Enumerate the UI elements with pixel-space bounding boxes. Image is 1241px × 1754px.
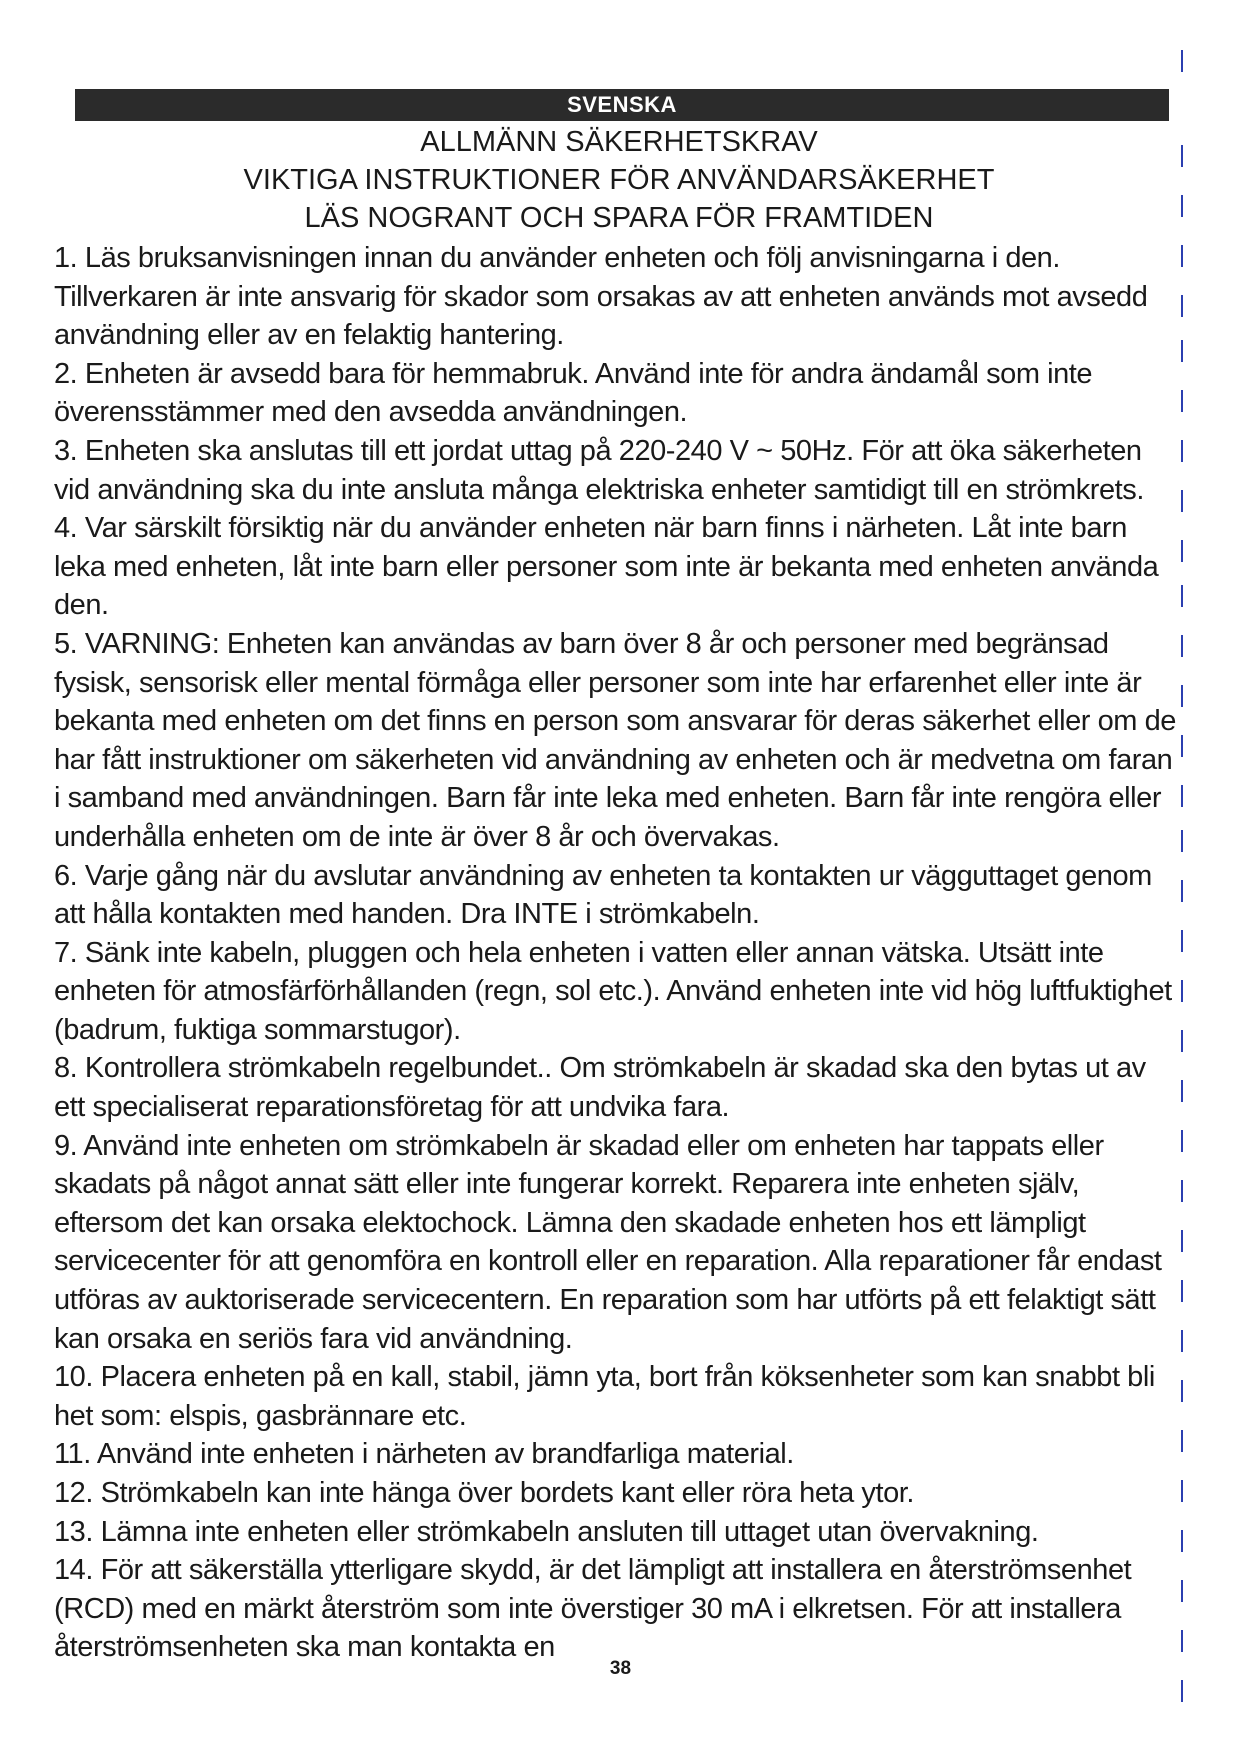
edge-mark [1181,1580,1183,1602]
instruction-item: 1. Läs bruksanvisningen innan du använder enheten och följ anvisningarna i den. Tillverkaren är inte ansvarig för skador som orsakas av att enheten används mot avsedd användning eller av en felaktig hantering. [54,242,1148,352]
page-number: 38 [609,1658,632,1679]
edge-mark [1181,145,1183,167]
edge-mark [1181,295,1183,317]
edge-mark [1181,1380,1183,1402]
edge-mark [1181,440,1183,462]
edge-mark [1181,685,1183,707]
edge-mark [1181,390,1183,412]
edge-mark [1181,340,1183,362]
edge-mark [1181,490,1183,512]
edge-mark [1181,585,1183,607]
language-banner: SVENSKA [75,89,1169,121]
instruction-item: 2. Enheten är avsedd bara för hemmabruk. Använd inte för andra ändamål som inte överensstämmer med den avsedda användningen. [54,357,1093,429]
instruction-item: 13. Lämna inte enheten eller strömkabeln ansluten till uttaget utan övervakning. [54,1515,1039,1548]
edge-mark [1181,1530,1183,1552]
edge-mark [1181,880,1183,902]
instruction-item: 14. För att säkerställa ytterligare skydd, är det lämpligt att installera en återströmsenhet (RCD) med en märkt återström som inte överstiger 30 mA i elkretsen. För att installera återströmsenheten ska man kontakta en [54,1554,1132,1664]
edge-mark [1181,1230,1183,1252]
instruction-item: 5. VARNING: Enheten kan användas av barn över 8 år och personer med begränsad fysisk, sensorisk eller mental förmåga eller personer som inte har erfarenhet eller inte är bekanta med enheten om det finns en person som ansvarar för deras säkerhet eller om de har fått instruktioner om säkerheten vid användning av enheten och är medvetna om faran i samband med användningen. Barn får inte leka med enheten. Barn får inte rengöra eller underhålla enheten om de inte är över 8 år och övervakas. [54,627,1176,853]
instruction-item: 8. Kontrollera strömkabeln regelbundet.. Om strömkabeln är skadad ska den bytas ut av ett specialiserat reparationsföretag för att undvika fara. [54,1052,1146,1124]
edge-mark [1181,1280,1183,1302]
edge-mark [1181,930,1183,952]
section-headings [54,123,1184,237]
instruction-item: 3. Enheten ska anslutas till ett jordat uttag på 220-240 V ~ 50Hz. För att öka säkerheten vid användning ska du inte ansluta många elektriska enheter samtidigt till en strömkrets. [54,434,1144,506]
edge-mark [1181,1080,1183,1102]
instruction-item: 12. Strömkabeln kan inte hänga över bordets kant eller röra heta ytor. [54,1477,914,1509]
edge-mark [1181,50,1183,72]
heading-read-carefully: LÄS NOGRANT OCH SPARA FÖR FRAMTIDEN [304,202,934,234]
edge-mark [1181,1030,1183,1052]
edge-mark [1181,635,1183,657]
instruction-item: 11. Använd inte enheten i närheten av brandfarliga material. [54,1438,794,1471]
heading-important-instructions: VIKTIGA INSTRUKTIONER FÖR ANVÄNDARSÄKERHET [243,164,995,196]
instruction-item: 6. Varje gång när du avslutar användning av enheten ta kontakten ur vägguttaget genom att hålla kontakten med handen. Dra INTE i strömkabeln. [54,859,1152,931]
edge-mark [1181,195,1183,217]
scan-edge-marks [1181,40,1185,1730]
instruction-item: 10. Placera enheten på en kall, stabil, jämn yta, bort från köksenheter som kan snabbt bli het som: elspis, gasbrännare etc. [54,1361,1155,1432]
edge-mark [1181,735,1183,757]
edge-mark [1181,540,1183,562]
edge-mark [1181,1180,1183,1202]
edge-mark [1181,785,1183,807]
edge-mark [1181,1430,1183,1452]
edge-mark [1181,980,1183,1002]
edge-mark [1181,1130,1183,1152]
instruction-item: 9. Använd inte enheten om strömkabeln är skadad eller om enheten har tappats eller skadats på något annat sätt eller inte fungerar korrekt. Reparera inte enheten själv, eftersom det kan orsaka elektochock. Lämna den skadade enheten hos ett lämpligt servicecenter för att genomföra en kontroll eller en reparation. Alla reparationer får endast utföras av auktoriserade servicecentern. En reparation som har utförts på ett felaktigt sätt kan orsaka en seriös fara vid användning. [54,1129,1162,1355]
edge-mark [1181,830,1183,852]
edge-mark [1181,1680,1183,1702]
edge-mark [1181,1480,1183,1502]
instruction-item: 7. Sänk inte kabeln, pluggen och hela enheten i vatten eller annan vätska. Utsätt inte enheten för atmosfärförhållanden (regn, sol etc.). Använd enheten inte vid hög luftfuktighet (badrum, fuktiga sommarstugor). [54,936,1172,1046]
heading-general-safety: ALLMÄNN SÄKERHETSKRAV [420,126,818,158]
edge-mark [1181,1630,1183,1652]
edge-mark [1181,1330,1183,1352]
edge-mark [1181,245,1183,267]
instructions-list [54,239,1184,1667]
instruction-item: 4. Var särskilt försiktig när du använder enheten när barn finns i närheten. Låt inte barn leka med enheten, låt inte barn eller personer som inte är bekanta med enheten använda den. [54,512,1159,622]
